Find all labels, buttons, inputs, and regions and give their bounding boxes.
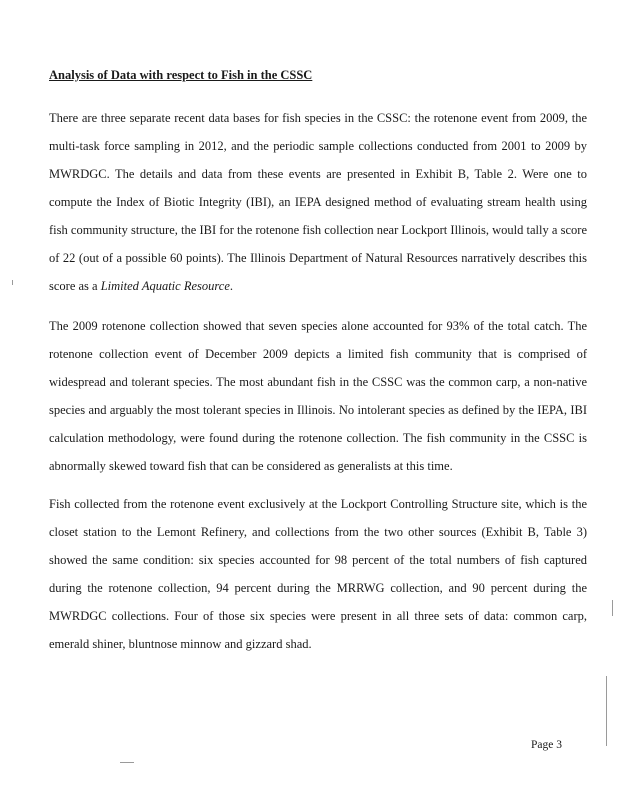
paragraph-1-text: There are three separate recent data bases for fish species in the CSSC: the rotenone event from 2009, the multi-task force sampling in 2012, and the periodic sample collections conducted from 2001 to 2009 by MWRDGC. The details and data from these events are presented in Exhibit B, Table 2. Were one to compute the Index of Biotic Integrity (IBI), an IEPA designed method of evaluating stream health using fish community structure, the IBI for the rotenone fish collection near Lockport Illinois, would tally a score of 22 (out of a possible 60 points). The Illinois Department of Natural Resources narratively describes this score as a <box>49 111 587 293</box>
page-number: Page 3 <box>531 739 562 751</box>
paragraph-lockport-site: Fish collected from the rotenone event exclusively at the Lockport Controlling Structure site, which is the closet station to the Lemont Refinery, and collections from the two other sources (Exhibit B, Table 3) showed the same condition: six species accounted for 98 percent of the total numbers of fish captured during the rotenone collection, 94 percent during the MRRWG collection, and 90 percent during the MWRDGC collections. Four of those six species were present in all three sets of data: common carp, emerald shiner, bluntnose minnow and gizzard shad. <box>49 497 587 651</box>
paragraph-ibi-summary <box>49 104 587 300</box>
paragraph-rotenone-collection: The 2009 rotenone collection showed that seven species alone accounted for 93% of the total catch. The rotenone collection event of December 2009 depicts a limited fish community that is comprised of widespread and tolerant species. The most abundant fish in the CSSC was the common carp, a non-native species and arguably the most tolerant species in Illinois. No intolerant species as defined by the IEPA, IBI calculation methodology, were found during the rotenone collection. The fish community in the CSSC is abnormally skewed toward fish that can be considered as generalists at this time. <box>49 319 587 473</box>
paragraph-1-end: . <box>229 279 233 293</box>
scan-artifact-dash <box>120 762 134 763</box>
scan-artifact-line <box>612 600 613 616</box>
scan-artifact-tick <box>12 280 13 285</box>
limited-aquatic-resource-term: Limited Aquatic Resource <box>100 279 230 293</box>
section-heading: Analysis of Data with respect to Fish in the CSSC <box>49 68 313 82</box>
scan-artifact-line <box>606 676 607 746</box>
